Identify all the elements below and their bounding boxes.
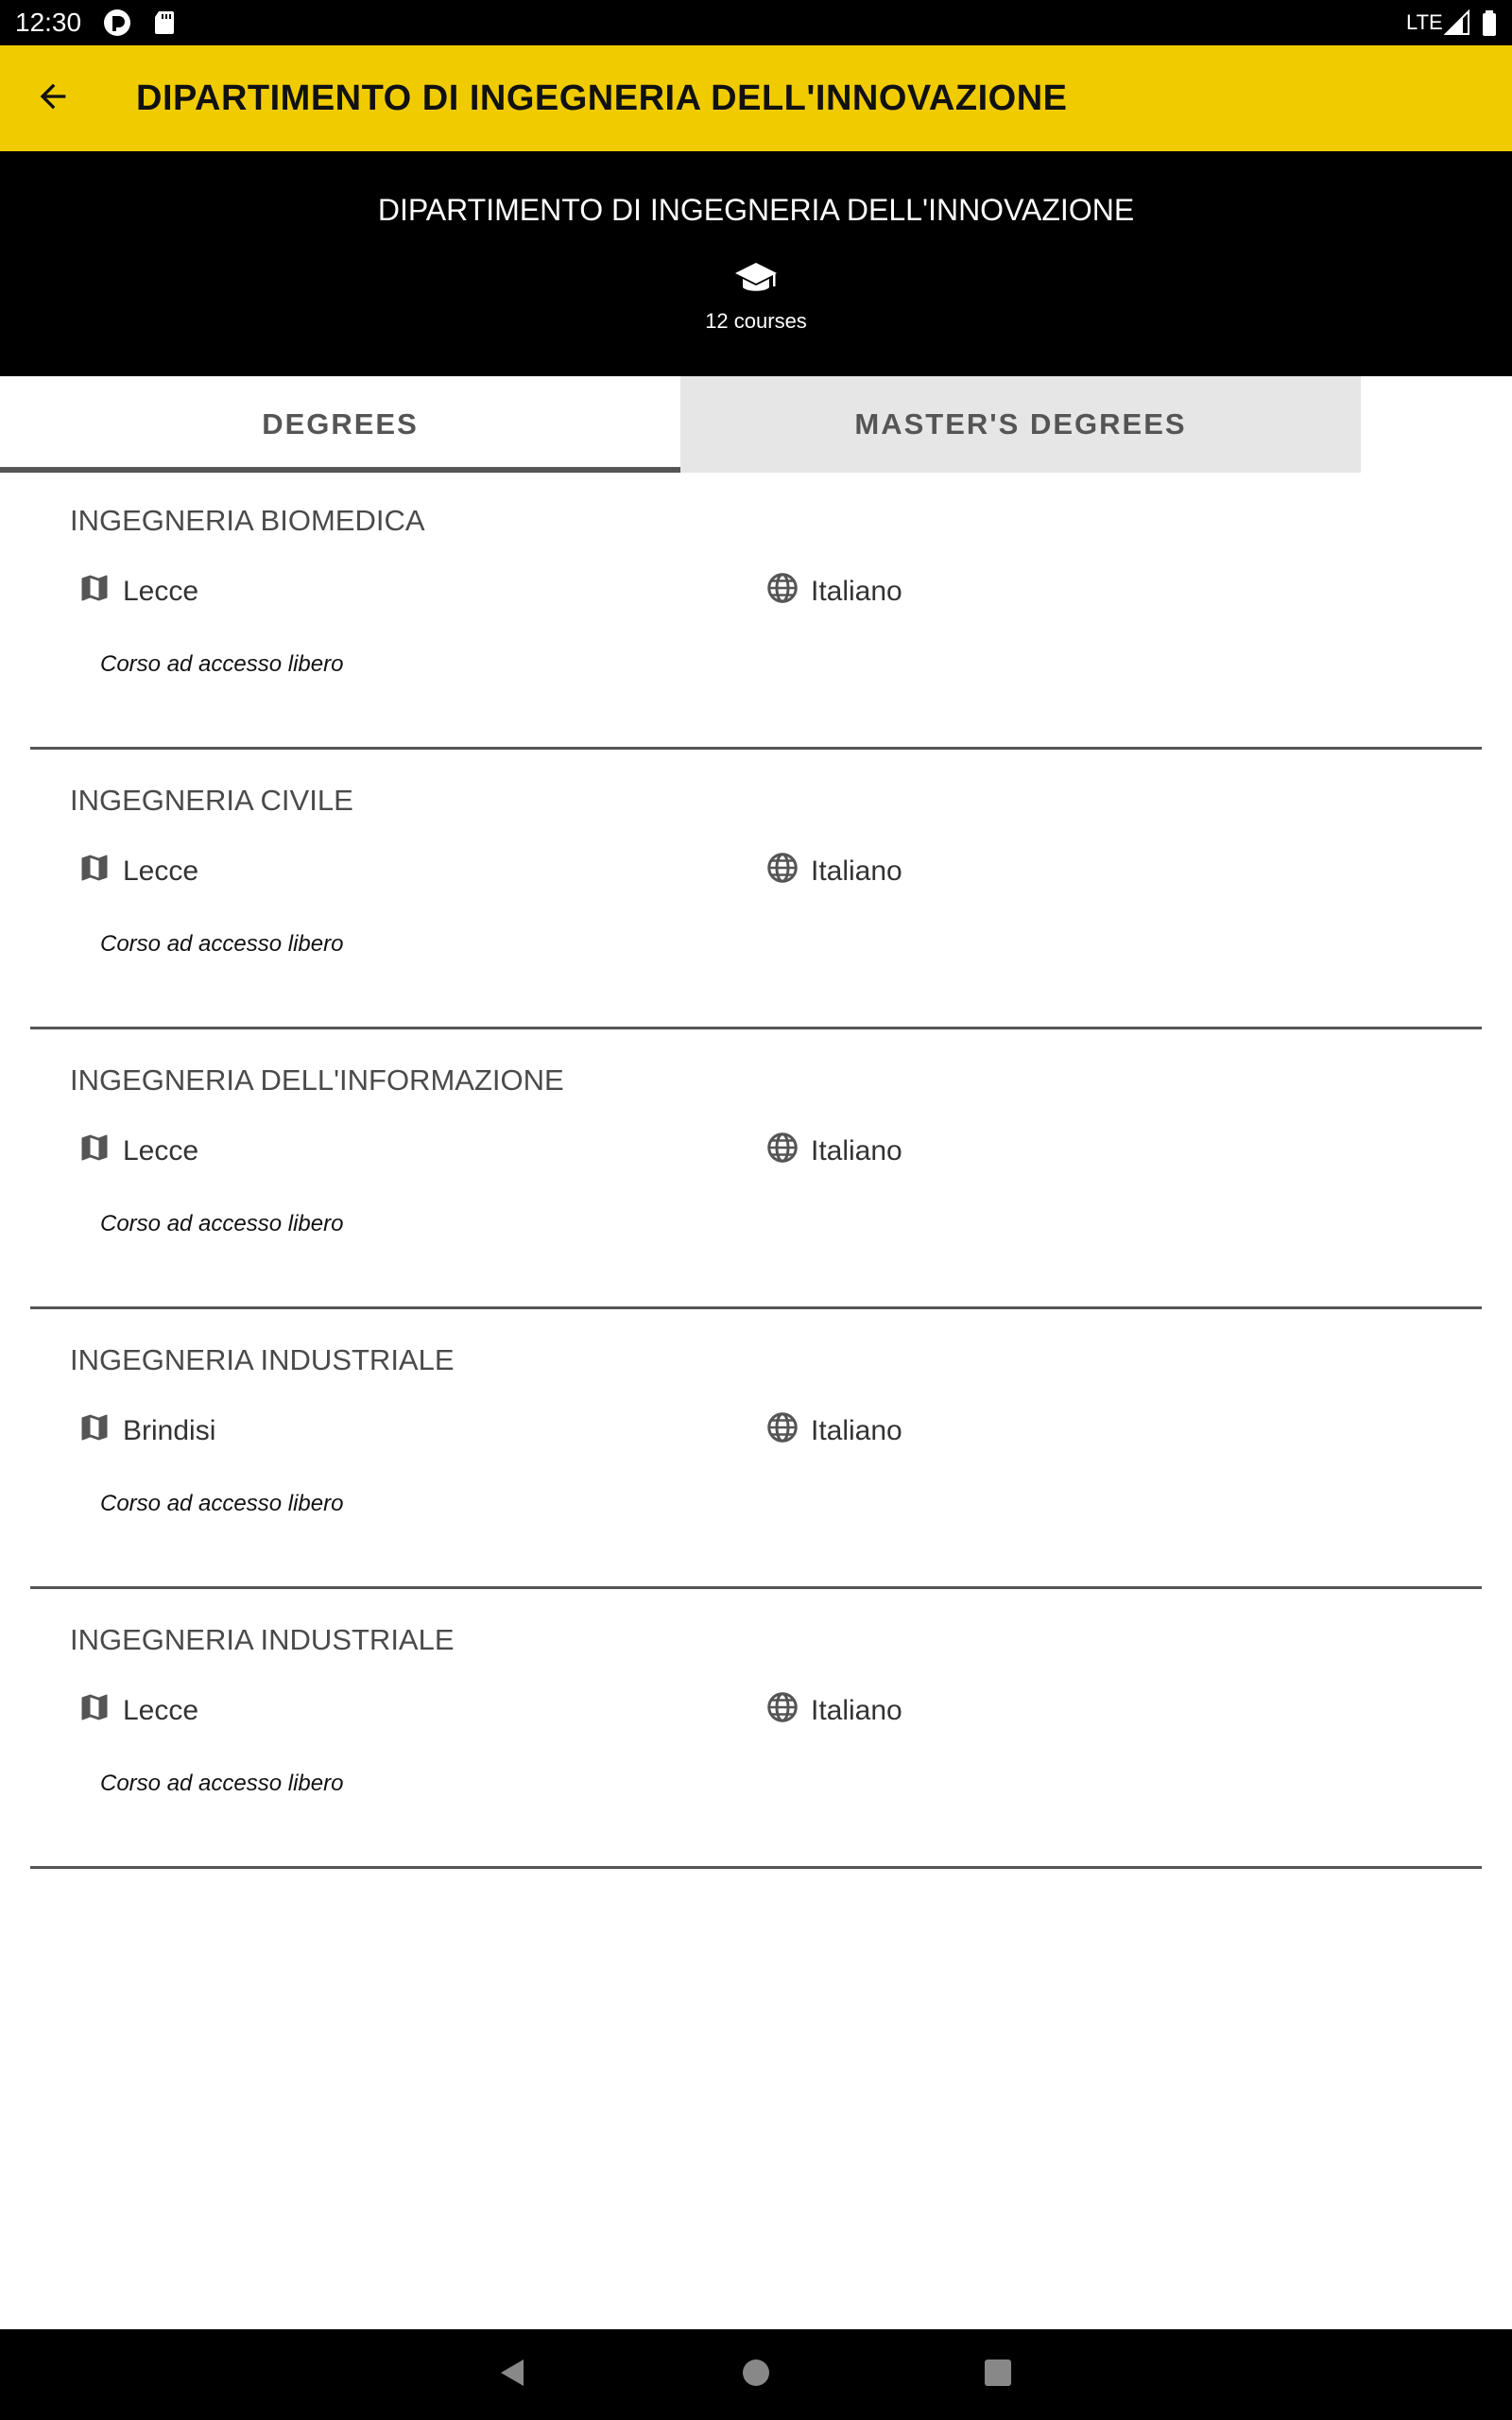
signal-icon [1442,8,1472,38]
app-title: DIPARTIMENTO DI INGEGNERIA DELL'INNOVAZIONE [136,78,1068,118]
app-bar [0,45,1512,151]
graduation-cap-icon [733,261,779,299]
tab-masters-degrees[interactable]: MASTER'S DEGREES [680,376,1361,473]
list-item[interactable] [30,1032,1482,1312]
course-language [765,1132,902,1170]
course-name: INGEGNERIA DELL'INFORMAZIONE [70,1063,564,1097]
course-name: INGEGNERIA BIOMEDICA [70,504,425,537]
course-location [77,573,198,611]
access-label: Corso ad accesso libero [100,1771,344,1796]
location-label: Lecce [123,576,199,607]
course-name: INGEGNERIA CIVILE [70,784,353,817]
course-location [77,1132,198,1170]
course-language [765,1412,902,1450]
course-language [765,1692,902,1730]
map-icon [77,1410,123,1452]
location-label: Lecce [123,856,199,887]
course-location [77,1412,215,1450]
divider [30,747,1482,750]
back-button[interactable] [23,68,83,129]
status-bar [0,0,1512,45]
course-count: 12 courses [705,309,807,333]
language-label: Italiano [811,1415,902,1446]
globe-icon [765,1410,811,1452]
nav-recents-button[interactable] [975,2352,1021,2397]
access-label: Corso ad accesso libero [100,651,344,677]
nav-recents-icon [981,2356,1015,2394]
tab-degrees[interactable]: DEGREES [0,376,680,473]
globe-icon [765,851,811,892]
globe-icon [765,1131,811,1172]
list-item[interactable] [30,473,1482,752]
pocket-casts-icon [102,8,132,38]
course-language [765,573,902,611]
map-icon [77,571,123,613]
navigation-bar [0,2329,1512,2420]
status-time: 12:30 [15,8,82,37]
map-icon [77,851,123,892]
list-item[interactable] [30,752,1482,1032]
location-label: Lecce [123,1135,199,1167]
course-location [77,853,198,890]
arrow-back-icon [34,78,72,120]
location-label: Lecce [123,1695,199,1726]
list-item[interactable] [30,1592,1482,1872]
course-name: INGEGNERIA INDUSTRIALE [70,1343,455,1376]
battery-icon [1474,8,1504,38]
globe-icon [765,1690,811,1732]
course-location [77,1692,198,1730]
nav-home-icon [739,2356,773,2394]
nav-back-icon [495,2356,529,2394]
divider [30,1027,1482,1029]
course-language [765,853,902,890]
sd-card-icon [149,8,180,38]
globe-icon [765,571,811,613]
divider [30,1306,1482,1309]
nav-back-button[interactable] [490,2352,535,2397]
location-label: Brindisi [123,1415,216,1446]
access-label: Corso ad accesso libero [100,931,344,957]
department-name: DIPARTIMENTO DI INGEGNERIA DELL'INNOVAZIONE [377,193,1135,227]
language-label: Italiano [811,1135,902,1167]
nav-home-button[interactable] [733,2352,779,2397]
language-label: Italiano [811,576,902,607]
map-icon [77,1690,123,1732]
language-label: Italiano [811,1695,902,1726]
access-label: Corso ad accesso libero [100,1491,344,1516]
list-item[interactable] [30,1312,1482,1592]
course-name: INGEGNERIA INDUSTRIALE [70,1623,455,1656]
map-icon [77,1131,123,1172]
access-label: Corso ad accesso libero [100,1211,344,1236]
divider [30,1866,1482,1869]
department-header [0,151,1512,376]
network-type: LTE [1406,10,1443,34]
language-label: Italiano [811,856,902,887]
divider [30,1586,1482,1589]
